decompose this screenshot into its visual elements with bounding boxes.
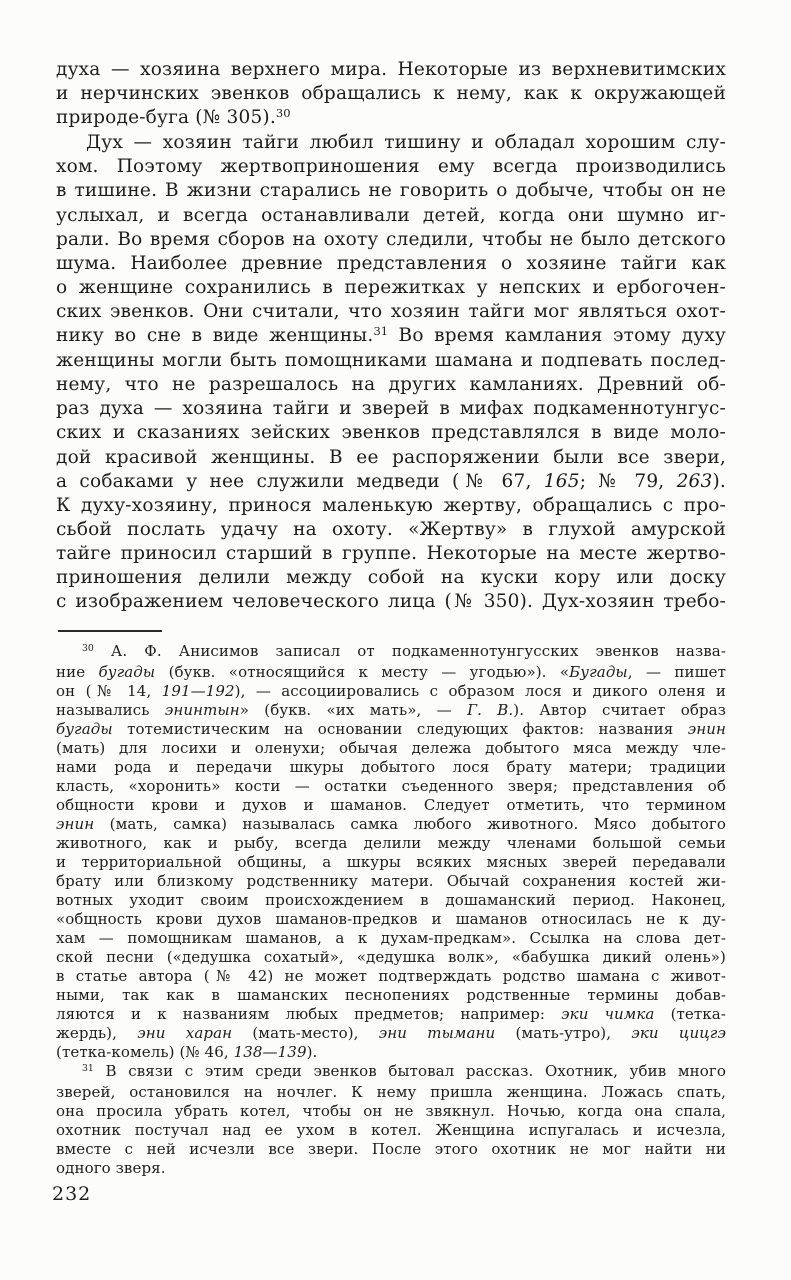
text-line: вотных уходит своим происхождением в дошаманский период. Наконец,	[56, 891, 726, 909]
text-line: женщины могли быть помощниками шамана и подпевать послед-	[56, 350, 726, 372]
main-text-block	[56, 58, 726, 614]
text-line: духа — хозяина верхнего мира. Некоторые из верхневитимских	[56, 59, 726, 80]
text-line: нами рода и передачи шкуры добытого лося брату матери; традиции	[56, 758, 726, 776]
text-line: раз духа — хозяина тайги и зверей в мифах подкаменнотунгус-	[56, 398, 726, 420]
text-line: она просила убрать котел, чтобы он не звякнул. Ночью, когда она спала,	[56, 1102, 726, 1120]
text-line: хом. Поэтому жертвоприношения ему всегда производились	[56, 156, 726, 178]
text-line: сьбой послать удачу на охоту. «Жертву» в глухой амурской	[56, 518, 726, 540]
text-line: приношения делили между собой на куски кору или доску	[56, 566, 726, 588]
text-line: а собаками у нее служили медведи (№ 67, 165; № 79, 263).	[56, 470, 726, 492]
text-line: зверей, остановился на ночлег. К нему пришла женщина. Ложась спать,	[56, 1083, 726, 1101]
text-line: вместе с ней исчезли все звери. После этого охотник не мог найти ни	[56, 1140, 726, 1158]
text-line: жердь), эни харан (мать-место), эни тымани (мать-утро), эки цицгэ	[56, 1024, 726, 1042]
text-line: «общность крови духов шаманов-предков и шаманов относилась не к ду-	[56, 910, 726, 928]
text-line: он (№ 14, 191—192), — ассоциировались с образом лося и дикого оленя и	[56, 682, 727, 700]
text-line: бугады тотемистическим на основании следующих фактов: названия энин	[56, 720, 726, 738]
text-line: ских эвенков. Они считали, что хозяин тайги мог являться охот-	[56, 300, 726, 322]
text-line: с изображением человеческого лица (№ 350). Дух-хозяин требо-	[56, 591, 726, 613]
text-line: животного, как и рыбу, всегда делили между членами большой семьи	[56, 834, 726, 852]
text-line: в статье автора (№ 42) не может подтверждать родство шамана с живот-	[56, 967, 726, 985]
text-line: $^{30}$ А. Ф. Анисимов записал от подкаменнотунгусских эвенков назва-	[82, 642, 726, 660]
text-line: дой красивой женщины. В ее распоряжении были все звери,	[56, 446, 726, 468]
page-number: 232	[52, 1183, 92, 1205]
text-line: охотник постучал над ее ухом в котел. Женщина испугалась и исчезла,	[56, 1121, 726, 1139]
footnote-30	[56, 642, 726, 1062]
text-line: общности крови и духов и шаманов. Следует отметить, что термином	[56, 796, 726, 814]
text-line: ными, так как в шаманских песнопениях родственные термины добав-	[56, 986, 726, 1004]
text-line: (мать) для лосихи и оленухи; обычая дележа добытого мяса между чле-	[56, 739, 726, 757]
text-line: (тетка-комель) (№ 46, 138—139).	[56, 1043, 318, 1061]
text-line: одного зверя.	[56, 1159, 166, 1177]
footnotes-block	[56, 642, 726, 1178]
text-line: и территориальной общины, а шкуры всяких мясных зверей передавали	[56, 853, 726, 871]
text-line: рали. Во время сборов на охоту следили, чтобы не было детского	[56, 228, 726, 250]
text-line: класть, «хоронить» кости — остатки съеденного зверя; представления об	[56, 777, 726, 795]
text-line: природе-буга (№ 305).$^{30}$	[56, 105, 291, 129]
text-line: в тишине. В жизни старались не говорить о добыче, чтобы он не	[56, 180, 726, 202]
text-line: брату или близкому родственнику матери. Обычай сохранения костей жи-	[56, 872, 726, 890]
text-line: о женщине сохранились в пережитках у непских и ербогочен-	[56, 276, 726, 298]
text-line: шума. Наиболее древние представления о хозяине тайги как	[56, 252, 726, 274]
text-line: Дух — хозяин тайги любил тишину и обладал хорошим слу-	[86, 132, 726, 154]
text-line: хам — помощникам шаманов, а к духам-предкам». Ссылка на слова дет-	[56, 929, 726, 947]
text-line: ляются и к названиям любых предметов; например: эки чимка (тетка-	[56, 1005, 726, 1023]
text-line: нему, что не разрешалось на других камланиях. Древний об-	[56, 374, 726, 396]
text-line: ской песни («дедушка сохатый», «дедушка волк», «бабушка дикий олень»)	[56, 948, 726, 966]
text-line: тайге приносил старший в группе. Некоторые на месте жертво-	[56, 542, 726, 564]
text-line: услыхал, и всегда останавливали детей, когда они шумно иг-	[56, 204, 726, 226]
text-line: назывались энинтын» (букв. «их мать», — Г. В.). Автор считает образ	[56, 701, 726, 719]
text-line: энин (мать, самка) называлась самка любого животного. Мясо добытого	[56, 815, 726, 833]
footnote-31	[56, 1062, 726, 1178]
text-line: К духу-хозяину, принося маленькую жертву, обращались с про-	[56, 494, 726, 516]
text-line: $^{31}$ В связи с этим среди эвенков бытовал рассказ. Охотник, убив много	[82, 1062, 726, 1080]
text-line: ние бугады (букв. «относящийся к месту — угодью»). «Бугады, — пишет	[56, 663, 727, 681]
text-line: ских и сказаниях зейских эвенков представлялся в виде моло-	[56, 422, 726, 444]
footnote-separator-rule	[58, 630, 162, 632]
text-line: нику во сне в виде женщины.$^{31}$ Во время камлания этому духу	[56, 323, 726, 347]
text-line: и нерчинских эвенков обращались к нему, как к окружающей	[56, 83, 726, 105]
